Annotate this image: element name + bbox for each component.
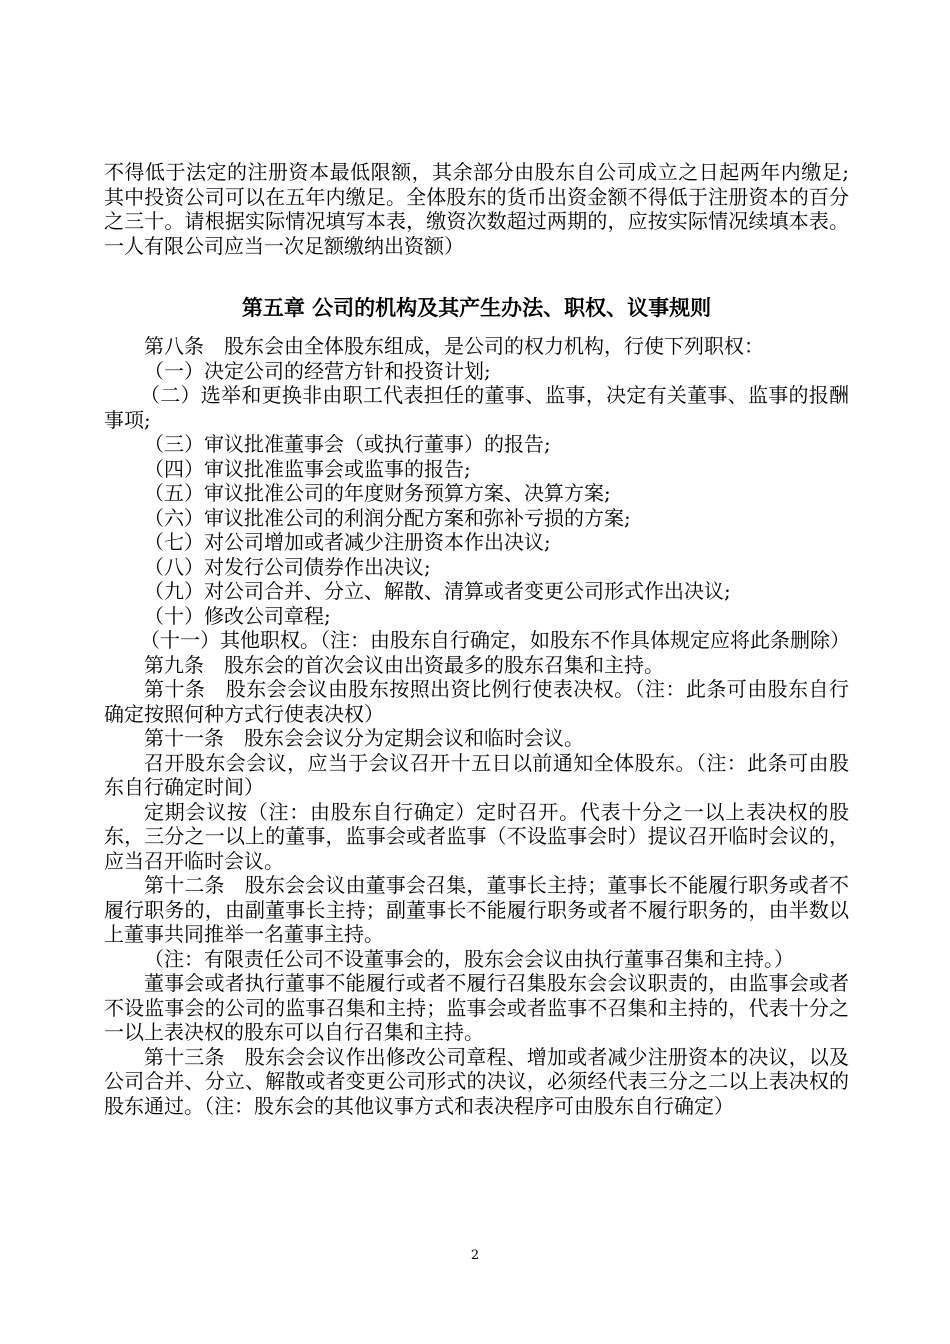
power-item-10: （十）修改公司章程; <box>144 603 331 628</box>
page-number: 2 <box>470 1248 480 1263</box>
article-11-notice: 召开股东会会议，应当于会议召开十五日以前通知全体股东。（注：此条可由股东自行确定时间） <box>104 750 849 799</box>
power-item-1: （一）决定公司的经营方针和投资计划; <box>144 358 491 383</box>
power-item-9: （九）对公司合并、分立、解散、清算或者变更公司形式作出决议; <box>144 579 731 603</box>
article-11: 第十一条 股东会会议分为定期会议和临时会议。 <box>144 726 584 750</box>
article-12: 第十二条 股东会会议由董事会召集，董事长主持；董事长不能履行职务或者不履行职务的，由副董事长主持；副董事长不能履行职务或者不履行职务的，由半数以上董事共同推举一名董事主持。 <box>104 873 849 946</box>
document-body <box>104 160 849 1118</box>
article-13: 第十三条 股东会会议作出修改公司章程、增加或者减少注册资本的决议，以及公司合并、分立、解散或者变更公司形式的决议，必须经代表三分之二以上表决权的股东通过。（注：股东会的其他议事方式和表决程序可由股东自行确定） <box>104 1044 849 1118</box>
article-11-regular: 定期会议按（注：由股东自行确定）定时召开。代表十分之一以上表决权的股东，三分之一以上的董事，监事会或者监事（不设监事会时）提议召开临时会议的，应当召开临时会议。 <box>104 799 849 873</box>
article-12-supervisor: 董事会或者执行董事不能履行或者不履行召集股东会会议职责的，由监事会或者不设监事会的公司的监事召集和主持；监事会或者监事不召集和主持的，代表十分之一以上表决权的股东可以自行召集和主持。 <box>104 971 849 1044</box>
power-item-3: （三）审议批准董事会（或执行董事）的报告; <box>144 432 551 456</box>
article-10: 第十条 股东会会议由股东按照出资比例行使表决权。（注：此条可由股东自行确定按照何种方式行使表决权） <box>104 677 849 726</box>
article-9: 第九条 股东会的首次会议由出资最多的股东召集和主持。 <box>144 652 664 677</box>
intro-paragraph: 不得低于法定的注册资本最低限额，其余部分由股东自公司成立之日起两年内缴足;其中投资公司可以在五年内缴足。全体股东的货币出资金额不得低于注册资本的百分之三十。请根据实际情况填写本表，缴资次数超过两期的，应按实际情况续填本表。一人有限公司应当一次足额缴纳出资额） <box>104 160 849 258</box>
article-8: 第八条 股东会由全体股东组成，是公司的权力机构，行使下列职权： <box>144 334 764 358</box>
power-item-4: （四）审议批准监事会或监事的报告; <box>144 456 471 481</box>
power-item-6: （六）审议批准公司的利润分配方案和弥补亏损的方案; <box>144 505 631 530</box>
powers-list <box>104 359 849 653</box>
power-item-7: （七）对公司增加或者减少注册资本作出决议; <box>144 530 551 554</box>
article-12-note: （注：有限责任公司不设董事会的，股东会会议由执行董事召集和主持。） <box>144 946 794 971</box>
power-item-11: （十一）其他职权。（注：由股东自行确定，如股东不作具体规定应将此条删除） <box>140 628 850 652</box>
chapter-title: 第五章 公司的机构及其产生办法、职权、议事规则 <box>241 296 712 320</box>
power-item-5: （五）审议批准公司的年度财务预算方案、决算方案; <box>144 481 611 505</box>
power-item-8: （八）对发行公司债券作出决议; <box>144 554 431 579</box>
power-item-2: （二）选举和更换非由职工代表担任的董事、监事，决定有关董事、监事的报酬事项; <box>104 383 849 432</box>
